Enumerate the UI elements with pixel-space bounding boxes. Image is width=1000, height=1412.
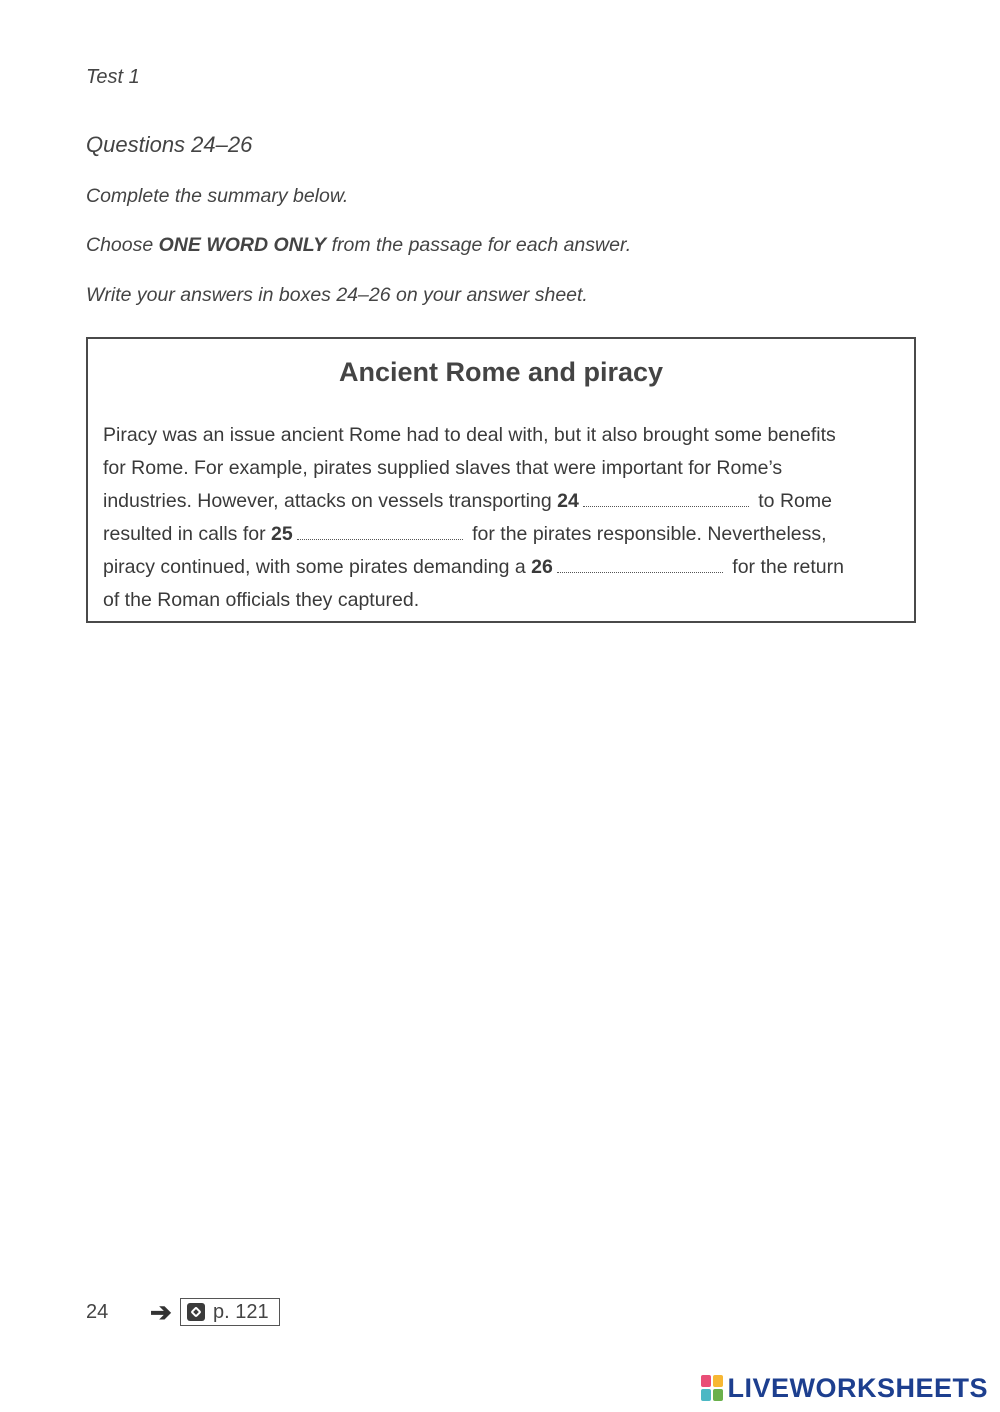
summary-box [86, 337, 916, 623]
arrow-right-icon: ➔ [150, 1297, 172, 1327]
liveworksheets-logo-icon [701, 1375, 723, 1401]
instruction-answer-sheet: Write your answers in boxes 24–26 on your answer sheet. [86, 284, 588, 306]
question-24-number: 24 [557, 490, 579, 512]
summary-line-2: for Rome. For example, pirates supplied slaves that were important for Rome’s [103, 457, 783, 479]
summary-line-4 [103, 518, 902, 551]
watermark-text: LIVEWORKSHEETS [727, 1372, 988, 1403]
question-25-number: 25 [271, 523, 293, 545]
summary-line-4-prefix: resulted in calls for [103, 523, 271, 545]
summary-line-3-suffix: to Rome [752, 490, 832, 512]
summary-line-5 [103, 551, 902, 584]
instruction-complete-summary: Complete the summary below. [86, 185, 349, 207]
summary-line-3-prefix: industries. However, attacks on vessels transporting [103, 490, 558, 512]
instruction-choose-bold: ONE WORD ONLY [158, 234, 327, 256]
questions-title: Questions 24–26 [86, 132, 253, 157]
answer-key-reference [180, 1298, 280, 1326]
test-label: Test 1 [86, 66, 140, 88]
summary-line-6: of the Roman officials they captured. [103, 589, 420, 611]
summary-line-5-prefix: piracy continued, with some pirates demanding a [103, 556, 532, 578]
answer-blank-25[interactable] [297, 538, 463, 540]
reference-page: p. 121 [213, 1300, 269, 1323]
question-26-number: 26 [531, 556, 553, 578]
summary-title: Ancient Rome and piracy [338, 357, 664, 387]
summary-line-5-suffix: for the return [726, 556, 844, 578]
summary-text [103, 419, 902, 617]
answer-blank-24[interactable] [583, 505, 749, 507]
answer-blank-26[interactable] [557, 571, 723, 573]
instruction-choose-word [86, 234, 631, 257]
instruction-choose-prefix: Choose [86, 234, 159, 256]
summary-line-1: Piracy was an issue ancient Rome had to deal with, but it also brought some benefits [103, 424, 836, 446]
instruction-choose-suffix: from the passage for each answer. [326, 234, 632, 256]
page-number: 24 [86, 1301, 109, 1323]
liveworksheets-watermark [701, 1372, 988, 1404]
summary-line-3 [103, 485, 902, 518]
answer-key-icon [187, 1303, 205, 1321]
summary-line-4-suffix: for the pirates responsible. Nevertheless, [466, 523, 827, 545]
